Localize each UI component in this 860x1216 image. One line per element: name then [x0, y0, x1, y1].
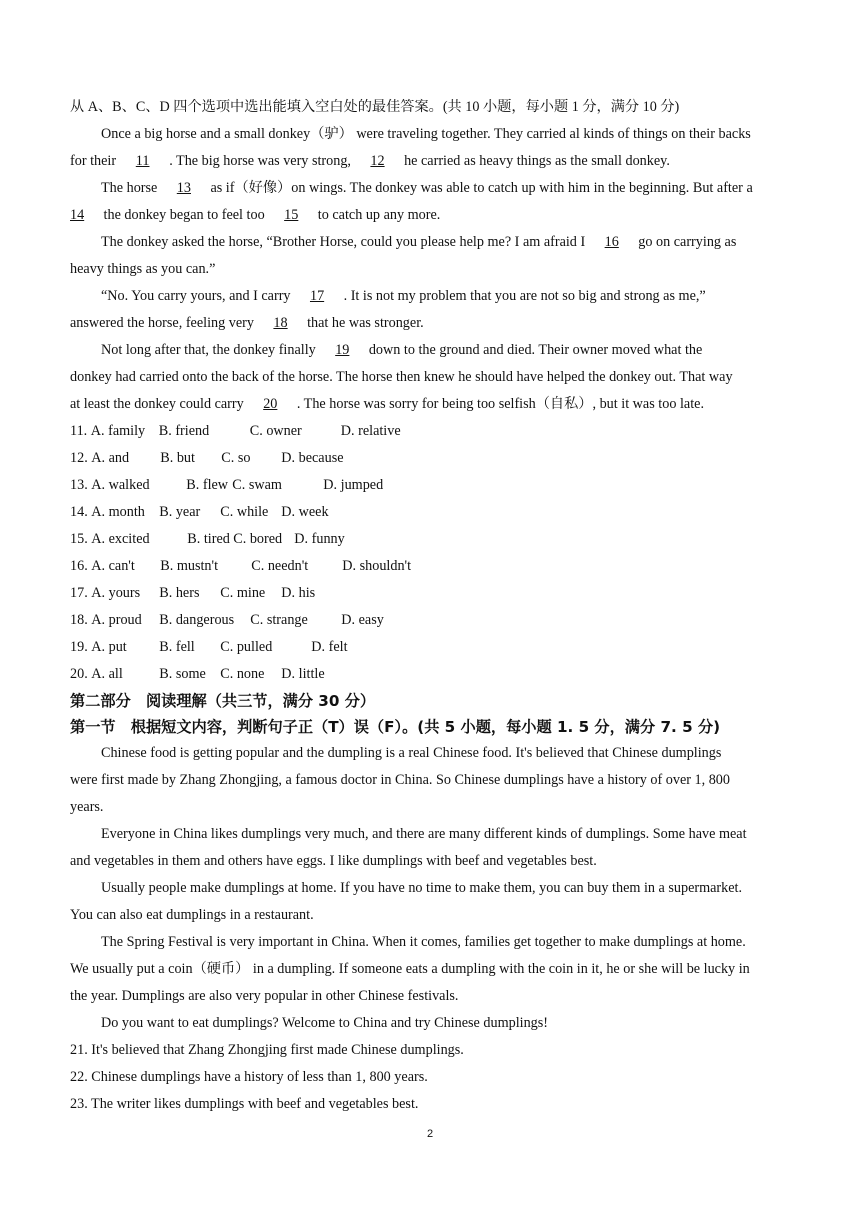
- blank-14: 14: [70, 207, 85, 223]
- option-row: 16. A. can't B. mustn't C. needn't D. shouldn't: [70, 558, 412, 574]
- cloze-instruction: 从 A、B、C、D 四个选项中选出能填入空白处的最佳答案。(共 10 小题，每小题 1 分，满分 10 分): [70, 99, 680, 115]
- section-one-title: 第一节 根据短文内容，判断句子正（T）误（F）。(共 5 小题，每小题 1. 5 分，满分 7. 5 分): [70, 718, 721, 736]
- passage-line: answered the horse, feeling very 18 that he was stronger.: [70, 310, 792, 337]
- blank-12: 12: [370, 153, 385, 169]
- passage-line: Once a big horse and a small donkey（驴） were traveling together. They carried al kinds of things on their backs: [101, 126, 751, 142]
- passage-line: We usually put a coin（硬币） in a dumpling. If someone eats a dumpling with the coin in it, he or she will be lucky in: [70, 961, 750, 977]
- passage-line: Everyone in China likes dumplings very much, and there are many different kinds of dumplings. Some have meat: [101, 826, 747, 842]
- passage-line: and vegetables in them and others have eggs. I like dumplings with beef and vegetables best.: [70, 853, 597, 869]
- passage-line: were first made by Zhang Zhongjing, a famous doctor in China. So Chinese dumplings have a history of over 1, 800: [70, 772, 730, 788]
- option-row: 13. A. walked B. flew C. swam D. jumped: [70, 477, 384, 493]
- passage-line: donkey had carried onto the back of the horse. The horse then knew he should have helped the donkey out. That way: [70, 369, 733, 385]
- passage-line: heavy things as you can.”: [70, 261, 216, 277]
- options-list: [70, 418, 792, 688]
- page-number: 2: [426, 1128, 434, 1140]
- option-row: 20. A. all B. some C. none D. little: [70, 666, 325, 682]
- passage-line: years.: [70, 799, 104, 815]
- option-row: 11. A. family B. friend C. owner D. relative: [70, 423, 401, 439]
- option-row: 17. A. yours B. hers C. mine D. his: [70, 585, 316, 601]
- option-row: 19. A. put B. fell C. pulled D. felt: [70, 639, 348, 655]
- option-row: 15. A. excited B. tired C. bored D. funny: [70, 531, 345, 547]
- passage-line: Usually people make dumplings at home. If you have no time to make them, you can buy them in a supermarket.: [101, 880, 743, 896]
- passage-line: the year. Dumplings are also very popular in other Chinese festivals.: [70, 988, 459, 1004]
- exam-page: [70, 94, 792, 1118]
- passage-line: for their 11 . The big horse was very strong, 12 he carried as heavy things as the small donkey.: [70, 148, 792, 175]
- blank-20: 20: [263, 396, 278, 412]
- passage-line: “No. You carry yours, and I carry 17 . It is not my problem that you are not so big and strong as me,”: [70, 283, 792, 310]
- passage-line: The donkey asked the horse, “Brother Horse, could you please help me? I am afraid I 16 go on carrying as: [70, 229, 792, 256]
- question-23: 23. The writer likes dumplings with beef and vegetables best.: [70, 1096, 419, 1112]
- passage-line: 14 the donkey began to feel too 15 to catch up any more.: [70, 202, 792, 229]
- passage-line: You can also eat dumplings in a restaurant.: [70, 907, 314, 923]
- passage-line: at least the donkey could carry 20 . The horse was sorry for being too selfish（自私）, but it was too late.: [70, 391, 792, 418]
- blank-15: 15: [284, 207, 299, 223]
- blank-16: 16: [604, 234, 619, 250]
- blank-13: 13: [176, 180, 191, 196]
- passage-line: Chinese food is getting popular and the dumpling is a real Chinese food. It's believed that Chinese dumplings: [101, 745, 722, 761]
- option-row: 18. A. proud B. dangerous C. strange D. easy: [70, 612, 384, 628]
- option-row: 12. A. and B. but C. so D. because: [70, 450, 344, 466]
- part-two-title: 第二部分 阅读理解（共三节，满分 30 分）: [70, 692, 376, 710]
- question-22: 22. Chinese dumplings have a history of less than 1, 800 years.: [70, 1069, 428, 1085]
- blank-18: 18: [273, 315, 288, 331]
- option-row: 14. A. month B. year C. while D. week: [70, 504, 329, 520]
- blank-11: 11: [135, 153, 150, 169]
- passage-line: The Spring Festival is very important in China. When it comes, families get together to make dumplings at home.: [101, 934, 746, 950]
- question-21: 21. It's believed that Zhang Zhongjing first made Chinese dumplings.: [70, 1042, 464, 1058]
- blank-17: 17: [309, 288, 325, 304]
- passage-line: The horse 13 as if（好像）on wings. The donkey was able to catch up with him in the beginning. But after a: [70, 175, 792, 202]
- passage-line: Not long after that, the donkey finally 19 down to the ground and died. Their owner moved what the: [70, 337, 792, 364]
- passage-line: Do you want to eat dumplings? Welcome to China and try Chinese dumplings!: [101, 1015, 549, 1031]
- blank-19: 19: [335, 342, 350, 358]
